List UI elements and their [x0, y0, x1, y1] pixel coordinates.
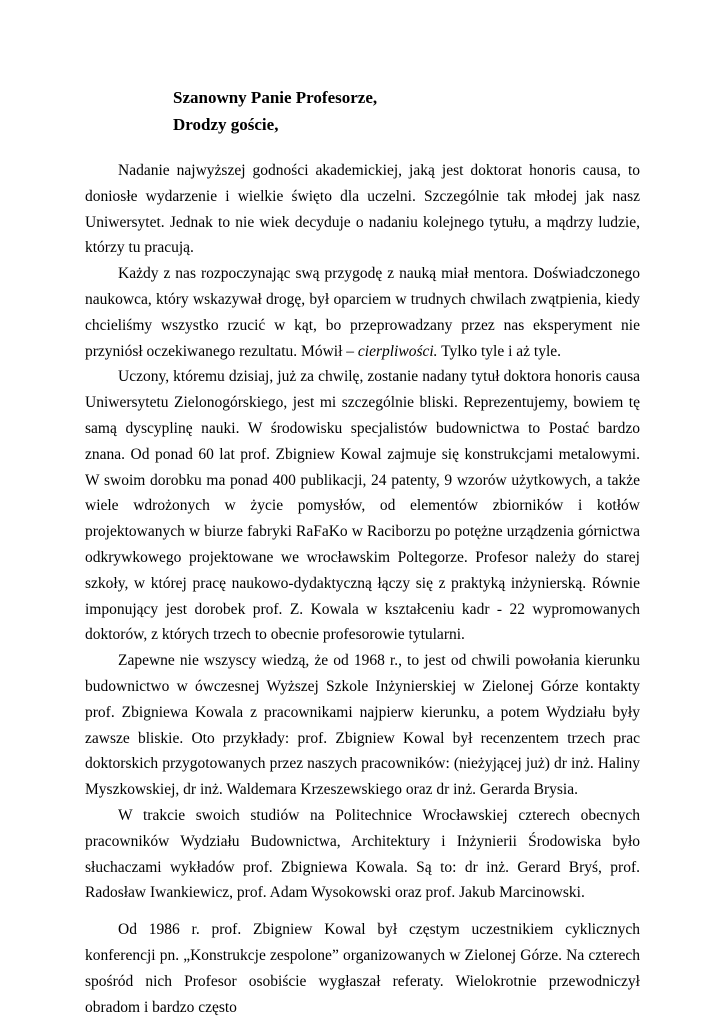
paragraph-6: Od 1986 r. prof. Zbigniew Kowal był częstym uczestnikiem cyklicznych konferencji pn. „Konstrukcje zespolone” organizowanych w Zielonej Górze. Na czterech spośród nich Profesor osobiście wygłaszał referaty. Wielokrotnie przewodniczył obradom i bardzo często — [85, 921, 640, 1016]
paragraph-2 — [85, 261, 640, 364]
paragraph-2-tail: Tylko tyle i aż tyle. — [437, 342, 562, 360]
paragraph-2-text: Każdy z nas rozpoczynając swą przygodę z nauką miał mentora. Doświadczonego naukowca, który wskazywał drogę, był oparciem w trudnych chwilach zwątpienia, kiedy chcieliśmy wszystko rzucić w kąt, bo przeprowadzany przez nas eksperyment nie przyniósł oczekiwanego rezultatu. Mówił – — [85, 265, 640, 360]
paragraph-5: W trakcie swoich studiów na Politechnice Wrocławskiej czterech obecnych pracowników Wydziału Budownictwa, Architektury i Inżynierii Środowiska było słuchaczami wykładów prof. Zbigniewa Kowala. Są to: dr inż. Gerard Bryś, prof. Radosław Iwankiewicz, prof. Adam Wysokowski oraz prof. Jakub Marcinowski. — [85, 806, 640, 902]
paragraph-2-italic: cierpliwości. — [357, 342, 438, 360]
paragraph-1: Nadanie najwyższej godności akademickiej, jaką jest doktorat honoris causa, to doniosłe wydarzenie i wielkie święto dla uczelni. Szczególnie tak młodej jak nasz Uniwersytet. Jednak to nie wiek decyduje o nadaniu kolejnego tytułu, a mądrzy ludzie, którzy tu pracują. — [85, 162, 640, 257]
salutation-line-1: Szanowny Panie Profesorze, — [173, 88, 378, 107]
paragraph-4: Zapewne nie wszyscy wiedzą, że od 1968 r., to jest od chwili powołania kierunku budownictwo w ówczesnej Wyższej Szkole Inżynierskiej w Zielonej Górze kontakty prof. Zbigniewa Kowala z pracownikami najpierw kierunku, a potem Wydziału były zawsze bliskie. Oto przykłady: prof. Zbigniew Kowal był recenzentem trzech prac doktorskich przygotowanych przez naszych pracowników: (nieżyjącej już) dr inż. Haliny Myszkowskiej, dr inż. Waldemara Krzeszewskiego oraz dr inż. Gerarda Brysia. — [85, 652, 640, 799]
salutation-line-2: Drodzy goście, — [173, 115, 279, 134]
letter-body — [85, 158, 640, 1020]
paragraph-3: Uczony, któremu dzisiaj, już za chwilę, zostanie nadany tytuł doktora honoris causa Uniwersytetu Zielonogórskiego, jest mi szczególnie bliski. Reprezentujemy, bowiem tę samą dyscyplinę nauki. W środowisku specjalistów budownictwa to Postać bardzo znana. Od ponad 60 lat prof. Zbigniew Kowal zajmuje się konstrukcjami metalowymi. W swoim dorobku ma ponad 400 publikacji, 24 patenty, 9 wzorów użytkowych, a także wiele wdrożonych w życie pomysłów, od elementów zbiorników i kotłów projektowanych w biurze fabryki RaFaKo w Raciborzu po potężne urządzenia górnictwa odkrywkowego projektowane we wrocławskim Poltegorze. Profesor należy do starej szkoły, w której pracę naukowo-dydaktyczną łączy się z praktyką inżynierską. Równie imponujący jest dorobek prof. Z. Kowala w kształceniu kadr - 22 wypromowanych doktorów, z których trzech to obecnie profesorowie tytularni. — [85, 368, 640, 644]
